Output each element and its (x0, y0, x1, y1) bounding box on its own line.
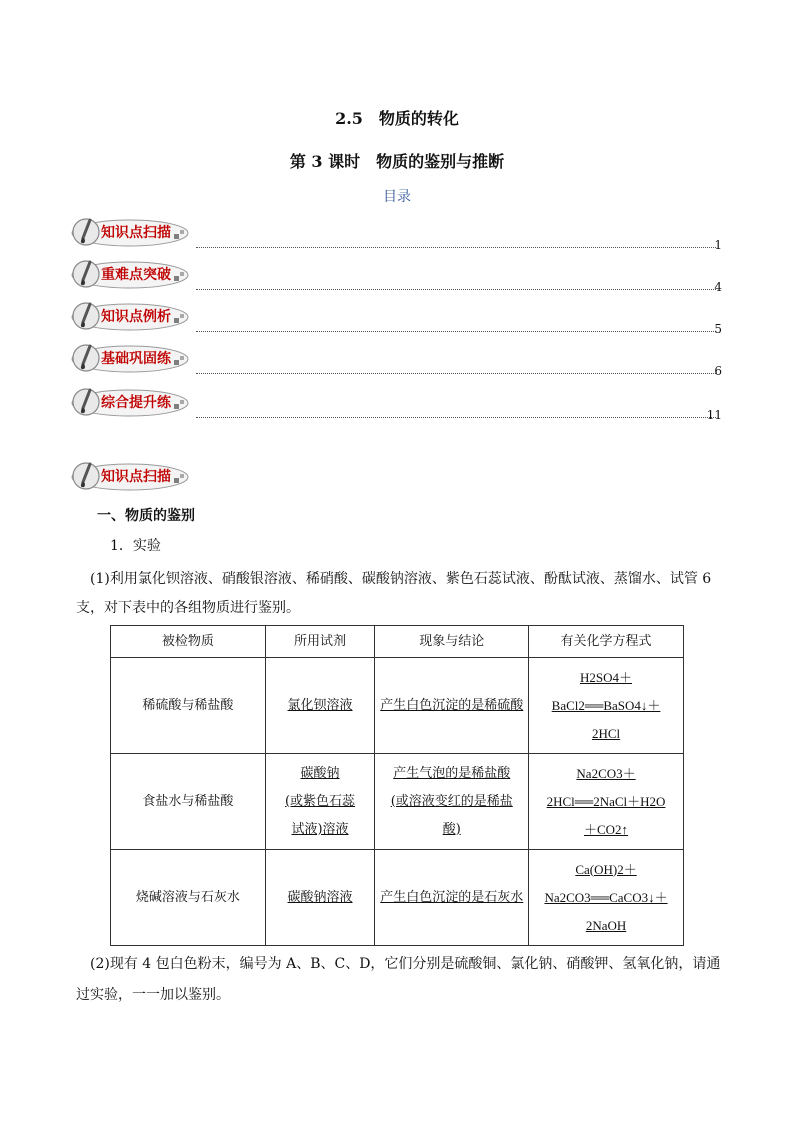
table-cell (529, 850, 684, 946)
table-cell (375, 754, 529, 850)
toc-item-4[interactable] (70, 342, 722, 378)
equation-line: Ca(OH)2＋ (575, 861, 637, 877)
toc-leader (196, 373, 716, 374)
section-badge (70, 386, 194, 418)
phenomenon-text: (或溶液变红的是稀盐 (390, 793, 513, 809)
table-row (111, 754, 684, 850)
equation-line: ＋CO2↑ (584, 821, 629, 837)
section-badge-label: 知识点扫描 (101, 469, 171, 485)
toc-item-label: 知识点例析 (101, 309, 171, 325)
section-header-knowledge (70, 460, 200, 496)
toc-item-1[interactable] (70, 216, 722, 252)
paragraph-1-line-2: 支，对下表中的各组物质进行鉴别。 (76, 600, 300, 616)
reagent-text: 碳酸钠 (300, 765, 340, 781)
reagent-text: 试液)溶液 (291, 821, 349, 837)
equation-line: 2HCl (591, 725, 621, 741)
toc-leader (196, 247, 716, 248)
toc-item-label: 知识点扫描 (101, 225, 171, 241)
toc-item-3[interactable] (70, 300, 722, 336)
phenomenon-text: 酸) (442, 821, 461, 837)
paragraph-2-line-2: 过实验，一一加以鉴别。 (76, 987, 230, 1003)
reagent-text: 碳酸钠溶液 (287, 889, 353, 905)
toc-item-label: 基础巩固练 (101, 351, 171, 367)
table-row (111, 850, 684, 946)
reagent-text: 氯化钡溶液 (287, 697, 353, 713)
phenomenon-text: 产生白色沉淀的是石灰水 (380, 889, 524, 905)
equation-line: BaCl2══BaSO4↓＋ (551, 697, 661, 713)
paragraph-2-line-1: (2)现有 4 包白色粉末，编号为 A、B、C、D，它们分别是硫酸铜、氯化钠、硝酸钾、氢氧化钠，请通 (90, 956, 721, 972)
section-badge (70, 216, 194, 248)
table-cell (375, 850, 529, 946)
table-cell: 稀硫酸与稀盐酸 (111, 658, 266, 754)
reagent-text: (或紫色石蕊 (284, 793, 356, 809)
table-cell (375, 658, 529, 754)
table-cell (265, 658, 375, 754)
equation-line: H2SO4＋ (580, 669, 633, 685)
equation-line: 2NaOH (585, 917, 627, 933)
toc-leader (196, 289, 716, 290)
table-cell (529, 754, 684, 850)
table-header: 现象与结论 (375, 626, 529, 658)
table-cell (265, 850, 375, 946)
section-badge (70, 342, 194, 374)
toc-item-5[interactable] (70, 386, 722, 422)
item-heading: 1．实验 (110, 538, 161, 554)
section-badge (70, 258, 194, 290)
page-title: 2.5 物质的转化 (335, 109, 459, 128)
toc-item-2[interactable] (70, 258, 722, 294)
toc-heading: 目录 (383, 189, 411, 205)
equation-line: Na2CO3══CaCO3↓＋ (544, 889, 668, 905)
reagent-table (110, 625, 684, 946)
toc-page-number: 5 (714, 322, 722, 336)
toc-page-number: 6 (714, 364, 722, 378)
table-cell (265, 754, 375, 850)
section-badge (70, 460, 194, 492)
phenomenon-text: 产生白色沉淀的是稀硫酸 (380, 697, 524, 713)
toc-page-number: 11 (706, 408, 722, 422)
phenomenon-text: 产生气泡的是稀盐酸 (393, 765, 511, 781)
table-cell (529, 658, 684, 754)
equation-line: 2HCl══2NaCl＋H2O (546, 793, 666, 809)
table-header: 被检物质 (111, 626, 266, 658)
toc-page-number: 1 (714, 238, 722, 252)
table-cell: 烧碱溶液与石灰水 (111, 850, 266, 946)
toc-item-label: 综合提升练 (101, 395, 171, 411)
toc-leader (196, 417, 716, 418)
section-badge (70, 300, 194, 332)
toc-leader (196, 331, 716, 332)
paragraph-1-line-1: (1)利用氯化钡溶液、硝酸银溶液、稀硝酸、碳酸钠溶液、紫色石蕊试液、酚酞试液、蒸馏水、试管 6 (90, 571, 712, 587)
table-header: 所用试剂 (265, 626, 375, 658)
table-row (111, 658, 684, 754)
equation-line: Na2CO3＋ (576, 765, 636, 781)
table-cell: 食盐水与稀盐酸 (111, 754, 266, 850)
table-header: 有关化学方程式 (529, 626, 684, 658)
toc-page-number: 4 (714, 280, 722, 294)
toc-item-label: 重难点突破 (101, 267, 171, 283)
section-heading: 一、物质的鉴别 (97, 508, 195, 524)
table-header-row (111, 626, 684, 658)
page-subtitle: 第 3 课时 物质的鉴别与推断 (289, 152, 505, 171)
